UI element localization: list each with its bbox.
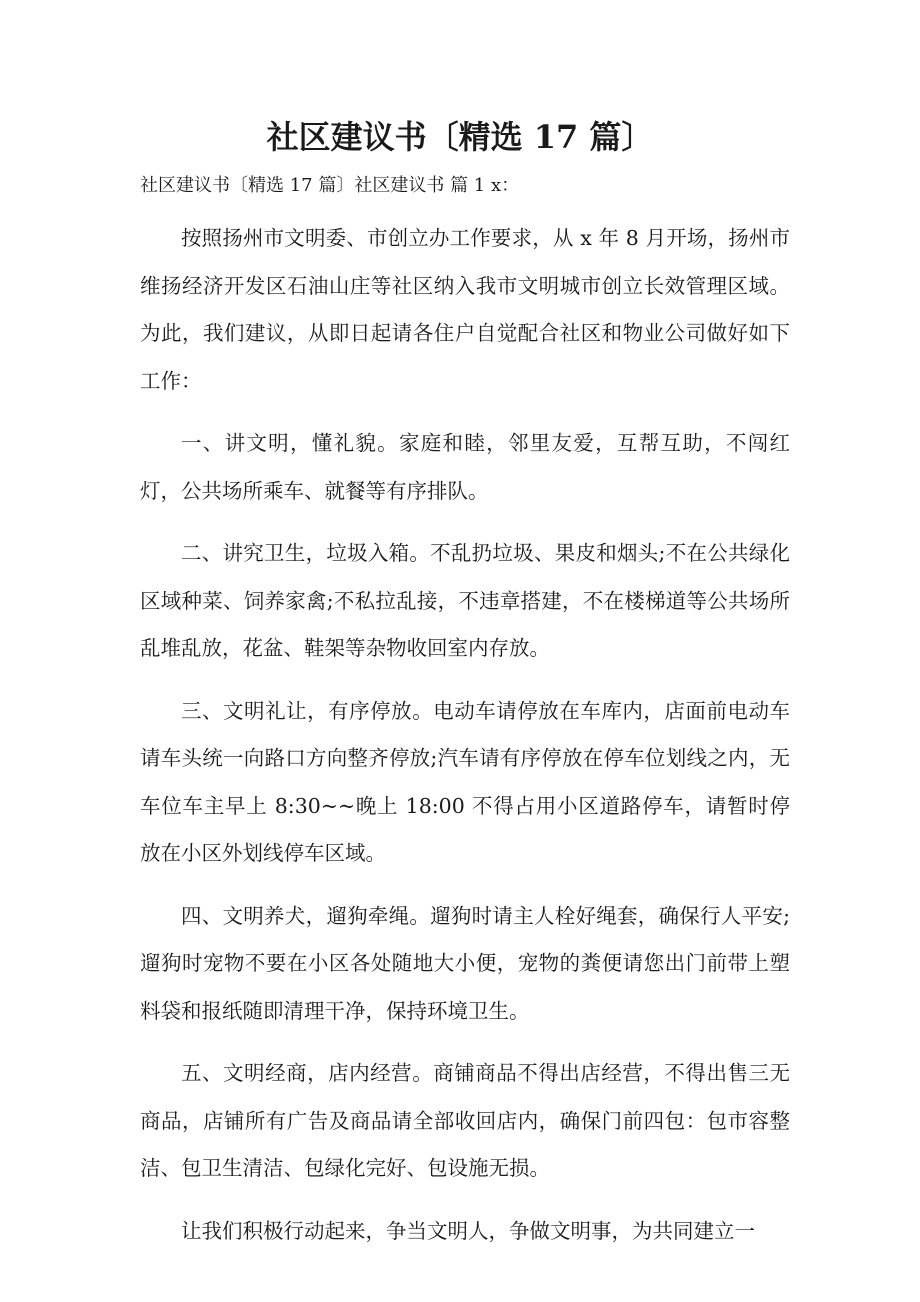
document-body [140, 215, 790, 1270]
paragraph-item-4: 四、文明养犬，遛狗牵绳。遛狗时请主人栓好绳套，确保行人平安;遛狗时宠物不要在小区各处随地大小便，宠物的粪便请您出门前带上塑料袋和报纸随即清理干净，保持环境卫生。 [140, 903, 790, 1023]
paragraph-item-3: 三、文明礼让，有序停放。电动车请停放在车库内，店面前电动车请车头统一向路口方向整齐停放;汽车请有序停放在停车位划线之内，无车位车主早上 8:30~~晚上 18:00 不得占用小区道路停车，请暂时停放在小区外划线停车区域。 [140, 698, 790, 865]
paragraph-intro: 按照扬州市文明委、市创立办工作要求，从 x 年 8 月开场，扬州市维扬经济开发区石油山庄等社区纳入我市文明城市创立长效管理区域。为此，我们建议，从即日起请各住户自觉配合社区和物业公司做好如下工作： [140, 226, 790, 393]
paragraph-item-5: 五、文明经商，店内经营。商铺商品不得出店经营，不得出售三无商品，店铺所有广告及商品请全部收回店内，确保门前四包：包市容整洁、包卫生清洁、包绿化完好、包设施无损。 [140, 1061, 790, 1180]
paragraph-item-1: 一、讲文明，懂礼貌。家庭和睦，邻里友爱，互帮互助，不闯红灯，公共场所乘车、就餐等有序排队。 [140, 431, 790, 503]
paragraph-closing: 让我们积极行动起来，争当文明人，争做文明事，为共同建立一 [181, 1218, 755, 1243]
document-subtitle: 社区建议书〔精选 17 篇〕社区建议书 篇 1 x： [140, 175, 520, 196]
paragraph-item-2: 二、讲究卫生，垃圾入箱。不乱扔垃圾、果皮和烟头;不在公共绿化区域种菜、饲养家禽;不私拉乱接，不违章搭建，不在楼梯道等公共场所乱堆乱放，花盆、鞋架等杂物收回室内存放。 [140, 541, 790, 660]
document-title: 社区建议书〔精选 17 篇〕 [266, 118, 654, 156]
